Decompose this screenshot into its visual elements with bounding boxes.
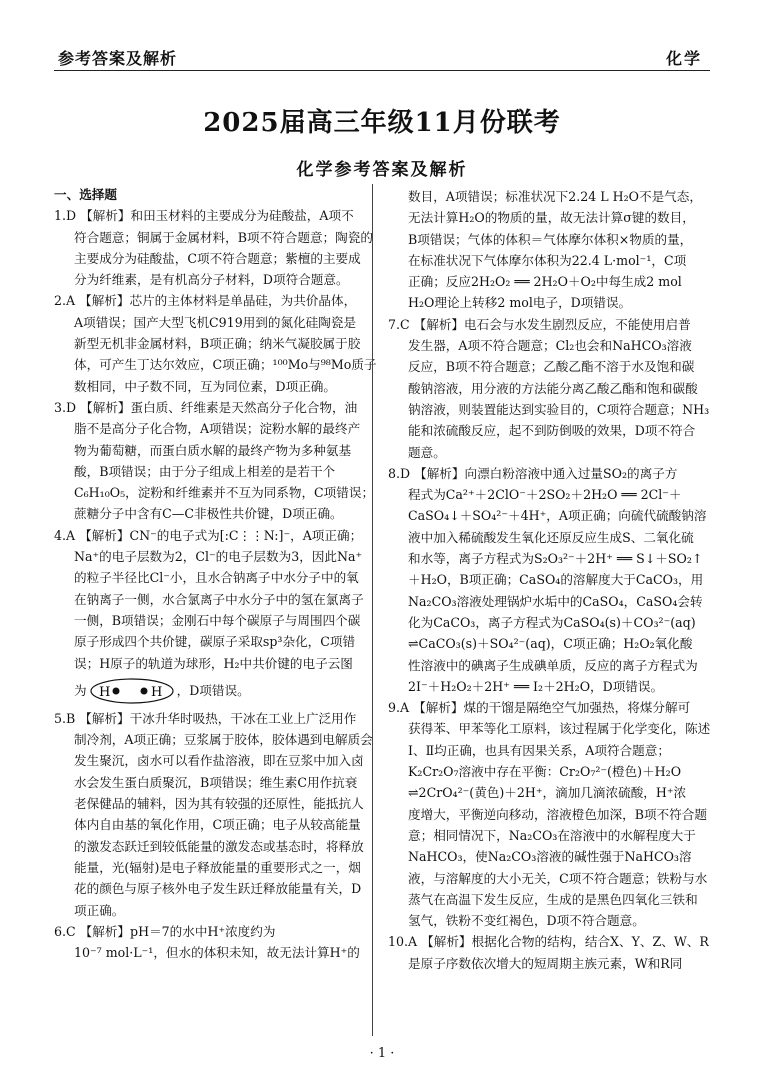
answer-text-line: 老保健品的辅料，因为其有较强的还原性，能抵抗人 xyxy=(74,796,364,812)
answer-text-line: 10⁻⁷ mol·L⁻¹，但水的体积未知，故无法计算H⁺的 xyxy=(74,945,360,961)
answer-text-line: 体，可产生丁达尔效应，C项正确；¹⁰⁰Mo与⁹⁸Mo质子 xyxy=(74,357,377,373)
answer-text-line: 数相同，中子数不同，互为同位素，D项正确。 xyxy=(74,378,336,394)
answer-text-line: 脂不是高分子化合物，A项错误；淀粉水解的最终产 xyxy=(74,421,361,437)
question-answer-start: 2.A 【解析】芯片的主体材料是单晶硅，为共价晶体， xyxy=(54,293,357,309)
answer-text-line: 能和浓硫酸反应，起不到防倒吸的效果，D项不符合 xyxy=(408,423,696,439)
answer-text-line: Na⁺的电子层数为2，Cl⁻的电子层数为3，因此Na⁺ xyxy=(74,549,363,565)
answer-text-line: 主要成分为硅酸盐，C项不符合题意；紫檀的主要成 xyxy=(74,250,361,266)
orbital-atom-left: H xyxy=(98,685,110,701)
answer-text-line: 的激发态跃迁到较低能量的激发态或基态时，将释放 xyxy=(74,838,364,854)
answer-text-line: CaSO₄↓＋SO₄²⁻＋4H⁺，A项正确；向硫代硫酸钠溶 xyxy=(408,508,707,524)
answer-text-line: 发生器，A项不符合题意；Cl₂也会和NaHCO₃溶液 xyxy=(408,338,692,354)
page-title: 2025届高三年级11月份联考 xyxy=(203,108,561,138)
answer-text-line: ⇌2CrO₄²⁻(黄色)＋2H⁺，滴加几滴浓硫酸，H⁺浓 xyxy=(408,785,687,801)
answer-text-line: 原子形成四个共价键，碳原子采取sp³杂化，C项错 xyxy=(74,634,356,650)
answer-text-line: 的粒子半径比Cl⁻小，且水合钠离子中水分子中的氧 xyxy=(74,570,359,586)
answer-text-line: 题意。 xyxy=(408,444,446,460)
header-rule xyxy=(54,70,710,71)
orbital-diagram-line xyxy=(54,674,384,708)
answer-text-line: 数目，A项错误；标准状况下2.24 L H₂O不是气态， xyxy=(408,189,702,204)
orbital-atom-right: H xyxy=(150,685,162,701)
answer-text-line: B项错误；气体的体积＝气体摩尔体积×物质的量， xyxy=(408,231,693,247)
answer-text-line: 符合题意；铜属于金属材料，B项不符合题意；陶瓷的 xyxy=(74,229,373,245)
page-subtitle: 化学参考答案及解析 xyxy=(296,160,468,180)
question-answer-start: 8.D 【解析】向漂白粉溶液中通入过量SO₂的离子方 xyxy=(388,465,678,481)
answer-text-line: H₂O理论上转移2 mol电子，D项错误。 xyxy=(408,295,632,311)
answer-text-line: 钠溶液，则装置能达到实验目的，C项符合题意；NH₃ xyxy=(408,401,710,417)
answer-text-line: C₆H₁₀O₅，淀粉和纤维素并不互为同系物，C项错误； xyxy=(74,485,375,501)
question-answer-start: 10.A 【解析】根据化合物的结构，结合X、Y、Z、W、R xyxy=(388,934,709,950)
answer-text-line: 度增大，平衡逆向移动，溶液橙色加深，B项不符合题 xyxy=(408,806,707,822)
answer-text-line: 体内自由基的氧化作用，C项正确；电子从较高能量 xyxy=(74,817,361,833)
answer-text-line: 酸钠溶液，用分液的方法能分离乙酸乙酯和饱和碳酸 xyxy=(408,380,698,396)
answer-text-line: 和水等，离子方程式为S₂O₃²⁻＋2H⁺ ══ S↓＋SO₂↑ xyxy=(408,551,703,567)
question-answer-start: 6.C 【解析】pH＝7的水中H⁺浓度约为 xyxy=(54,923,276,939)
header-subject-label: 化学 xyxy=(665,49,702,68)
answer-text-line: 2I⁻＋H₂O₂＋2H⁺ ══ I₂＋2H₂O，D项错误。 xyxy=(408,678,664,694)
answer-text-line: 物为葡萄糖，而蛋白质水解的最终产物为多种氨基 xyxy=(74,442,352,458)
answer-text-line: 程式为Ca²⁺＋2ClO⁻＋2SO₂＋2H₂O ══ 2Cl⁻＋ xyxy=(408,487,682,503)
answer-text-line: 反应，B项不符合题意；乙酸乙酯不溶于水及饱和碳 xyxy=(408,359,695,375)
answer-text-line: 酸，B项错误；由于分子组成上相差的是若干个 xyxy=(74,463,336,479)
orbital-prefix: 为 xyxy=(74,682,87,698)
left-column xyxy=(54,184,384,963)
answer-text-line: 液中加入稀硫酸发生氧化还原反应生成S、二氧化硫 xyxy=(408,529,694,545)
question-answer-start: 9.A 【解析】煤的干馏是隔绝空气加强热，将煤分解可 xyxy=(388,700,691,716)
question-answer-start: 5.B 【解析】干冰升华时吸热，干冰在工业上广泛用作 xyxy=(54,710,357,726)
answer-text-line: 新型无机非金属材料，B项正确；纳米气凝胶属于胶 xyxy=(74,336,361,352)
electron-cloud-diagram xyxy=(89,677,175,705)
answer-text-line: 分为纤维素，是有机高分子材料，D项符合题意。 xyxy=(74,272,349,288)
right-column xyxy=(388,186,718,974)
answer-text-line: Na₂CO₃溶液处理锅炉水垢中的CaSO₄，CaSO₄会转 xyxy=(408,593,703,609)
column-divider xyxy=(372,184,373,1036)
question-answer-start: 7.C 【解析】电石会与水发生剧烈反应，不能使用启普 xyxy=(388,316,691,332)
answer-text-line: ⇌CaCO₃(s)＋SO₄²⁻(aq)，C项正确；H₂O₂氧化酸 xyxy=(408,636,693,652)
answer-text-line: 获得苯、甲苯等化工原料，该过程属于化学变化，陈述 xyxy=(408,721,711,737)
answer-text-line: 液，与溶解度的大小无关，C项不符合题意；铁粉与水 xyxy=(408,870,708,886)
question-answer-start: 4.A 【解析】CN⁻的电子式为[:C⋮⋮N:]⁻，A项正确； xyxy=(54,527,363,543)
question-answer-start: 1.D 【解析】和田玉材料的主要成分为硅酸盐，A项不 xyxy=(54,208,354,224)
answer-text-line: 在标准状况下气体摩尔体积为22.4 L·mol⁻¹，C项 xyxy=(408,252,687,268)
answer-text-line: 意；相同情况下，Na₂CO₃在溶液中的水解程度大于 xyxy=(408,827,696,843)
answer-text-line: 性溶液中的碘离子生成碘单质，反应的离子方程式为 xyxy=(408,657,698,673)
electron-dot-left xyxy=(112,688,119,695)
answer-text-line: 蒸气在高温下发生反应，生成的是黑色四氧化三铁和 xyxy=(408,891,698,907)
answer-text-line: ＋H₂O，B项正确；CaSO₄的溶解度大于CaCO₃，用 xyxy=(408,572,704,588)
page-number: · 1 · xyxy=(369,1046,395,1061)
electron-dot-right xyxy=(140,688,147,695)
answer-text-line: 项正确。 xyxy=(74,902,125,918)
answer-text-line: 蔗糖分子中含有C—C非极性共价键，D项正确。 xyxy=(74,506,343,522)
answer-text-line: K₂Cr₂O₇溶液中存在平衡：Cr₂O₇²⁻(橙色)＋H₂O xyxy=(408,764,682,780)
orbital-suffix: ，D项错误。 xyxy=(176,682,250,698)
answer-text-line: 花的颜色与原子核外电子发生跃迁释放能量有关，D xyxy=(74,881,362,897)
answer-text-line: 水会发生蛋白质聚沉，B项错误；维生素C用作抗衰 xyxy=(74,774,358,790)
answer-text-line: 正确；反应2H₂O₂ ══ 2H₂O＋O₂中每生成2 mol xyxy=(408,274,682,290)
answer-text-line: NaHCO₃，使Na₂CO₃溶液的碱性强于NaHCO₃溶 xyxy=(408,849,692,865)
answer-text-line: 制冷剂，A项正确；豆浆属于胶体，胶体遇到电解质会 xyxy=(74,732,373,748)
answer-text-line: 能量，光(辐射)是电子释放能量的重要形式之一，烟 xyxy=(74,859,361,875)
answer-text-line: A项错误；国产大型飞机C919用到的氮化硅陶瓷是 xyxy=(74,314,357,330)
section-heading: 一、选择题 xyxy=(54,187,117,202)
answer-text-line: 氢气，铁粉不变红褐色，D项不符合题意。 xyxy=(408,913,645,929)
answer-text-line: Ⅰ、Ⅱ均正确，也具有因果关系，A项符合题意； xyxy=(408,742,670,758)
question-answer-start: 3.D 【解析】蛋白质、纤维素是天然高分子化合物，油 xyxy=(54,399,358,415)
answer-text-line: 误；H原子的轨道为球形，H₂中共价键的电子云图 xyxy=(74,655,353,671)
answer-text-line: 化为CaCO₃，离子方程式为CaSO₄(s)＋CO₃²⁻(aq) xyxy=(408,614,696,630)
answer-text-line: 是原子序数依次增大的短周期主族元素，W和R同 xyxy=(408,955,683,971)
answer-text-line: 一侧，B项错误；金刚石中每个碳原子与周围四个碳 xyxy=(74,612,361,628)
header-left-label: 参考答案及解析 xyxy=(58,49,178,68)
answer-text-line: 无法计算H₂O的物质的量，故无法计算σ键的数目， xyxy=(408,210,695,226)
answer-text-line: 发生聚沉，卤水可以看作盐溶液，即在豆浆中加入卤 xyxy=(74,753,364,769)
answer-text-line: 在钠离子一侧，水合氯离子中水分子中的氢在氯离子 xyxy=(74,591,364,607)
